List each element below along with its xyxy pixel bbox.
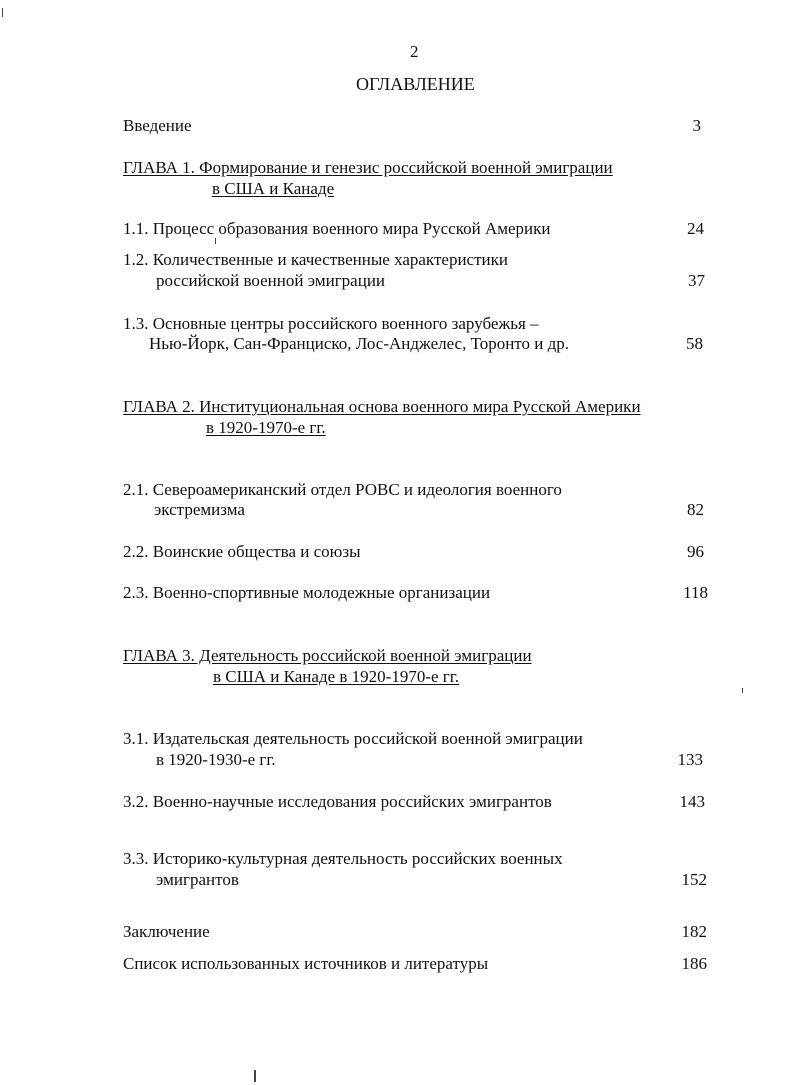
- scan-speck: [254, 1070, 256, 1082]
- toc-entry-conclusion: Заключение: [123, 922, 210, 941]
- chapter-3-heading-cont: в США и Канаде в 1920-1970-е гг.: [213, 667, 460, 686]
- chapter-1-heading: ГЛАВА 1. Формирование и генезис российской военной эмиграции: [123, 158, 613, 177]
- toc-page-3-2: 143: [679, 792, 705, 811]
- page-number: 2: [410, 42, 419, 61]
- chapter-3-heading: ГЛАВА 3. Деятельность российской военной эмиграции: [123, 646, 532, 665]
- scan-speck: [215, 238, 216, 244]
- toc-entry-introduction: Введение: [123, 116, 192, 135]
- toc-entry-2-1: 2.1. Североамериканский отдел РОВС и идеология военного: [123, 480, 562, 499]
- toc-page-2-2: 96: [687, 542, 704, 561]
- toc-entry-3-1-cont: в 1920-1930-е гг.: [156, 750, 276, 769]
- toc-page-2-1: 82: [687, 500, 704, 519]
- toc-title: ОГЛАВЛЕНИЕ: [356, 74, 475, 94]
- toc-entry-1-2: 1.2. Количественные и качественные характеристики: [123, 250, 508, 269]
- toc-entry-1-3: 1.3. Основные центры российского военного зарубежья –: [123, 314, 539, 333]
- toc-page-introduction: 3: [692, 116, 701, 135]
- toc-entry-bibliography: Список использованных источников и литературы: [123, 954, 489, 973]
- toc-page-1-1: 24: [687, 219, 704, 238]
- toc-entry-3-2: 3.2. Военно-научные исследования российских эмигрантов: [123, 792, 552, 811]
- scan-speck: [742, 688, 743, 693]
- toc-entry-2-3: 2.3. Военно-спортивные молодежные организации: [123, 583, 491, 602]
- chapter-2-heading: ГЛАВА 2. Институциональная основа военного мира Русской Америки: [123, 397, 641, 416]
- scan-speck: [2, 8, 3, 17]
- toc-entry-1-3-cont: Нью-Йорк, Сан-Франциско, Лос-Анджелес, Торонто и др.: [149, 334, 570, 353]
- toc-entry-1-1: 1.1. Процесс образования военного мира Русской Америки: [123, 219, 551, 238]
- chapter-1-heading-cont: в США и Канаде: [212, 179, 335, 198]
- toc-page-2-3: 118: [683, 583, 708, 602]
- toc-entry-3-3-cont: эмигрантов: [156, 870, 239, 889]
- toc-page-bibliography: 186: [681, 954, 707, 973]
- toc-entry-3-3: 3.3. Историко-культурная деятельность российских военных: [123, 849, 563, 868]
- toc-entry-2-1-cont: экстремизма: [154, 500, 245, 519]
- toc-page-3-1: 133: [677, 750, 703, 769]
- toc-entry-1-2-cont: российской военной эмиграции: [156, 271, 386, 290]
- toc-page-1-3: 58: [686, 334, 703, 353]
- toc-page-conclusion: 182: [681, 922, 707, 941]
- toc-page-1-2: 37: [688, 271, 705, 290]
- toc-page-3-3: 152: [681, 870, 707, 889]
- toc-entry-3-1: 3.1. Издательская деятельность российской военной эмиграции: [123, 729, 583, 748]
- toc-entry-2-2: 2.2. Воинские общества и союзы: [123, 542, 361, 561]
- chapter-2-heading-cont: в 1920-1970-е гг.: [206, 418, 326, 437]
